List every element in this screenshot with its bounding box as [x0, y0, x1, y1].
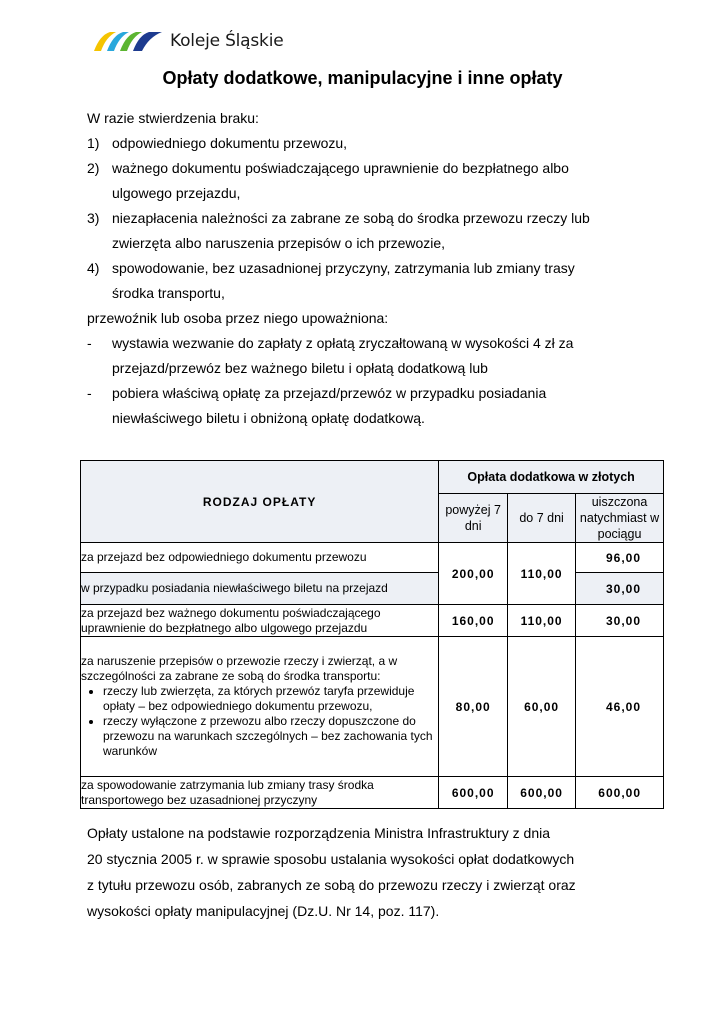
- footer-note: [87, 820, 647, 924]
- footer-line: wysokości opłaty manipulacyjnej (Dz.U. Nr 14, poz. 117).: [87, 903, 440, 919]
- list-item: [87, 256, 647, 281]
- header-natychmiast: uiszczona natychmiast w pociągu: [576, 494, 664, 543]
- list-item: [87, 156, 647, 181]
- list-text: ważnego dokumentu poświadczającego uprawnienie do bezpłatnego albo: [112, 160, 569, 176]
- carrier-line: przewoźnik lub osoba przez niego upoważniona:: [87, 310, 389, 326]
- value-natychmiast: 600,00: [576, 777, 664, 809]
- header-do-7-dni: do 7 dni: [508, 494, 576, 543]
- dash-text: wystawia wezwanie do zapłaty z opłatą zryczałtowaną w wysokości 4 zł za: [112, 335, 574, 351]
- logo: [90, 28, 284, 54]
- list-text-continued: środka transportu,: [112, 285, 225, 301]
- row-bullets: [81, 684, 438, 759]
- value-powyzej: 600,00: [439, 777, 508, 809]
- list-number: 3): [87, 210, 100, 226]
- row-desc: za spowodowanie zatrzymania lub zmiany trasy środka transportowego bez uzasadnionej przyczyny: [81, 777, 439, 809]
- list-item: [87, 131, 647, 156]
- dash-text: pobiera właściwą opłatę za przejazd/przewóz w przypadku posiadania: [112, 385, 547, 401]
- koleje-slaskie-logo-icon: [90, 29, 164, 53]
- bullet-item: • rzeczy lub zwierzęta, za których przewóz taryfa przewiduje opłaty – bez odpowiedniego dokumentu przewozu,: [103, 684, 438, 714]
- list-text: odpowiedniego dokumentu przewozu,: [112, 135, 348, 151]
- dash-text-continued: przejazd/przewóz bez ważnego biletu i opłatą dodatkową lub: [112, 360, 488, 376]
- footer-line: 20 stycznia 2005 r. w sprawie sposobu ustalania wysokości opłat dodatkowych: [87, 851, 575, 867]
- value-do7: 600,00: [508, 777, 576, 809]
- value-natychmiast: 30,00: [576, 573, 664, 605]
- value-powyzej: 160,00: [439, 605, 508, 637]
- list-number: 1): [87, 135, 100, 151]
- value-natychmiast: 96,00: [576, 543, 664, 573]
- logo-text: Koleje Śląskie: [170, 31, 284, 51]
- intro-section: [87, 106, 647, 431]
- value-powyzej: 200,00: [439, 543, 508, 605]
- list-number: 2): [87, 160, 100, 176]
- row-desc: za przejazd bez odpowiedniego dokumentu przewozu: [81, 543, 439, 573]
- row-desc: za przejazd bez ważnego dokumentu poświadczającego uprawnienie do bezpłatnego albo ulgowego przejazdu: [81, 605, 439, 637]
- bullet-item: • rzeczy wyłączone z przewozu albo rzeczy dopuszczone do przewozu na warunkach szczególnych – bez zachowania tych warunków: [103, 714, 438, 759]
- value-do7: 60,00: [508, 637, 576, 777]
- header-oplata-dodatkowa: Opłata dodatkowa w złotych: [439, 461, 664, 494]
- footer-line: z tytułu przewozu osób, zabranych ze sobą do przewozu rzeczy i zwierząt oraz: [87, 877, 576, 893]
- page-title: Opłaty dodatkowe, manipulacyjne i inne opłaty: [162, 68, 563, 88]
- value-do7: 110,00: [508, 605, 576, 637]
- list-text-continued: ulgowego przejazdu,: [112, 185, 241, 201]
- intro-lead: W razie stwierdzenia braku:: [87, 110, 259, 126]
- dash-text-continued: niewłaściwego biletu i obniżoną opłatę dodatkową.: [112, 410, 425, 426]
- row-desc: w przypadku posiadania niewłaściwego biletu na przejazd: [81, 573, 439, 605]
- list-text-continued: zwierzęta albo naruszenia przepisów o ich przewozie,: [112, 235, 446, 251]
- row-desc: za naruszenie przepisów o przewozie rzeczy i zwierząt, a w szczególności za zabrane ze sobą do środka transportu:: [81, 654, 398, 683]
- dash-item: [87, 381, 647, 406]
- dash-item: [87, 331, 647, 356]
- value-natychmiast: 46,00: [576, 637, 664, 777]
- row-desc-multiline: [81, 637, 439, 777]
- fees-table: [80, 460, 664, 809]
- list-item: [87, 206, 647, 231]
- value-natychmiast: 30,00: [576, 605, 664, 637]
- footer-line: Opłaty ustalone na podstawie rozporządzenia Ministra Infrastruktury z dnia: [87, 825, 551, 841]
- header-rodzaj-oplaty: RODZAJ OPŁATY: [81, 461, 439, 543]
- value-do7: 110,00: [508, 543, 576, 605]
- header-powyzej-7-dni: powyżej 7 dni: [439, 494, 508, 543]
- dash-mark: -: [87, 385, 92, 401]
- list-text: spowodowanie, bez uzasadnionej przyczyny, zatrzymania lub zmiany trasy: [112, 260, 575, 276]
- value-powyzej: 80,00: [439, 637, 508, 777]
- list-text: niezapłacenia należności za zabrane ze sobą do środka przewozu rzeczy lub: [112, 210, 590, 226]
- dash-mark: -: [87, 335, 92, 351]
- list-number: 4): [87, 260, 100, 276]
